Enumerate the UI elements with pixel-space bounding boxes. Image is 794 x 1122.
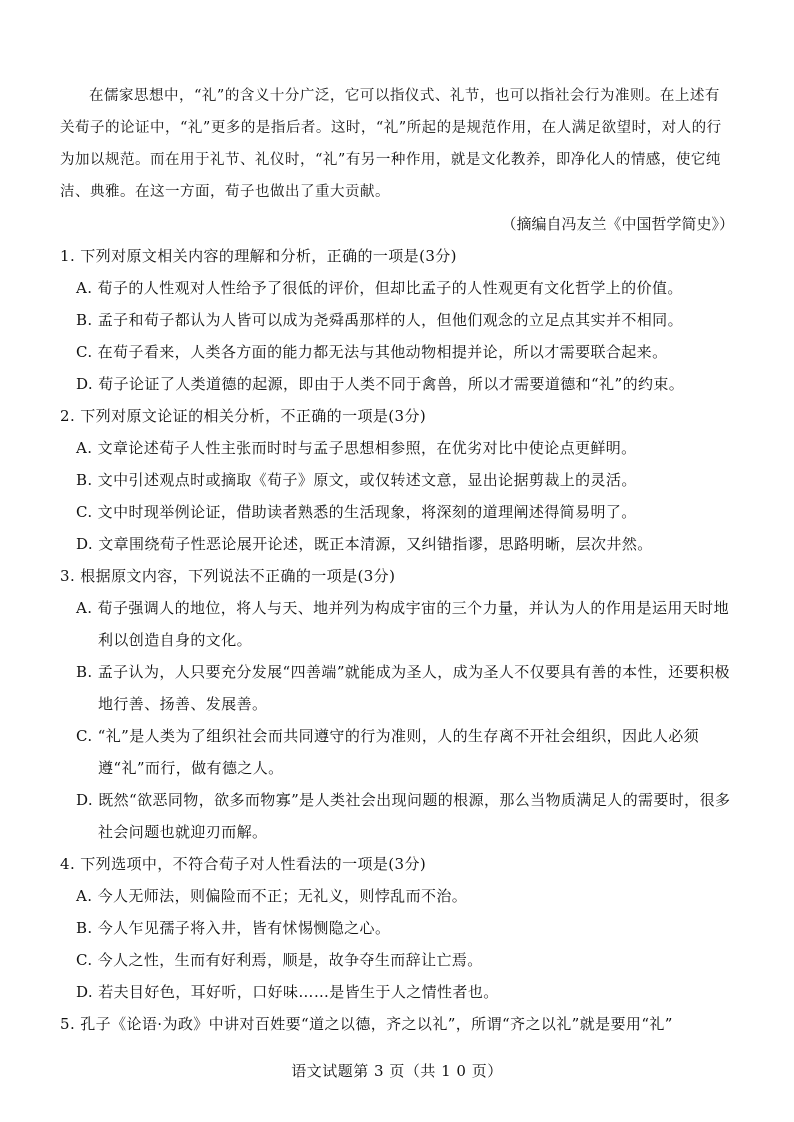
- question-stem: 3. 根据原文内容，下列说法不正确的一项是(3分): [60, 567, 396, 585]
- option-a: A. 文章论述荀子人性主张而时时与孟子思想相参照，在优劣对比中使论点更鲜明。: [76, 439, 637, 457]
- option-d: D. 文章围绕荀子性恶论展开论述，既正本清源，又纠错指谬，思路明晰，层次井然。: [76, 535, 653, 553]
- option-a: A. 今人无师法，则偏险而不正；无礼义，则悖乱而不治。: [76, 887, 468, 905]
- passage-paragraph: 在儒家思想中，“礼”的含义十分广泛，它可以指仪式、礼节，也可以指社会行为准则。在上述有关荀子的论证中，“礼”更多的是指后者。这时，“礼”所起的是规范作用，在人满足欲望时，对人的行为加以规范。而在用于礼节、礼仪时，“礼”有另一种作用，就是文化教养，即净化人的情感，使它纯洁、典雅。在这一方面，荀子也做出了重大贡献。: [60, 88, 722, 200]
- option-d: D. 荀子论证了人类道德的起源，即由于人类不同于禽兽，所以才需要道德和“礼”的约束。: [76, 375, 685, 393]
- page-footer: 语文试题第 3 页（共 1 0 页）: [291, 1062, 503, 1080]
- option-b: B. 文中引述观点时或摘取《荀子》原文，或仅转述文意，显出论据剪裁上的灵活。: [76, 471, 637, 489]
- question-stem: 4. 下列选项中，不符合荀子对人性看法的一项是(3分): [60, 855, 427, 873]
- question-stem: 5. 孔子《论语·为政》中讲对百姓要“道之以德，齐之以礼”，所谓“齐之以礼”就是要用“礼”: [60, 1015, 673, 1033]
- option-c: C. “礼”是人类为了组织社会而共同遵守的行为准则，人的生存离不开社会组织，因此人必须遵“礼”而行，做有德之人。: [76, 727, 700, 777]
- question-2: [60, 400, 734, 560]
- option-b: B. 孟子认为，人只要充分发展“四善端”就能成为圣人，成为圣人不仅要具有善的本性，还要积极地行善、扬善、发展善。: [76, 663, 730, 713]
- option-c: C. 文中时现举例论证，借助读者熟悉的生活现象，将深刻的道理阐述得简易明了。: [76, 503, 637, 521]
- passage-source: （摘编自冯友兰《中国哲学简史》）: [501, 215, 734, 233]
- option-d: D. 若夫目好色，耳好听，口好味……是皆生于人之情性者也。: [76, 983, 499, 1001]
- question-5: [60, 1008, 734, 1040]
- question-3: [60, 560, 734, 848]
- question-4: [60, 848, 734, 1008]
- option-c: C. 今人之性，生而有好利焉，顺是，故争夺生而辞让亡焉。: [76, 951, 483, 969]
- question-stem: 1. 下列对原文相关内容的理解和分析，正确的一项是(3分): [60, 247, 457, 265]
- option-d: D. 既然“欲恶同物，欲多而物寡”是人类社会出现问题的根源，那么当物质满足人的需要时，很多社会问题也就迎刃而解。: [76, 791, 731, 841]
- question-stem: 2. 下列对原文论证的相关分析，不正确的一项是(3分): [60, 407, 427, 425]
- question-1: [60, 240, 734, 400]
- option-b: B. 今人乍见孺子将入井，皆有怵惕恻隐之心。: [76, 919, 391, 937]
- option-b: B. 孟子和荀子都认为人皆可以成为尧舜禹那样的人，但他们观念的立足点其实并不相同。: [76, 311, 683, 329]
- option-c: C. 在荀子看来，人类各方面的能力都无法与其他动物相提并论，所以才需要联合起来。: [76, 343, 668, 361]
- option-a: A. 荀子强调人的地位，将人与天、地并列为构成宇宙的三个力量，并认为人的作用是运用天时地利以创造自身的文化。: [76, 599, 729, 649]
- option-a: A. 荀子的人性观对人性给予了很低的评价，但却比孟子的人性观更有文化哲学上的价值。: [76, 279, 683, 297]
